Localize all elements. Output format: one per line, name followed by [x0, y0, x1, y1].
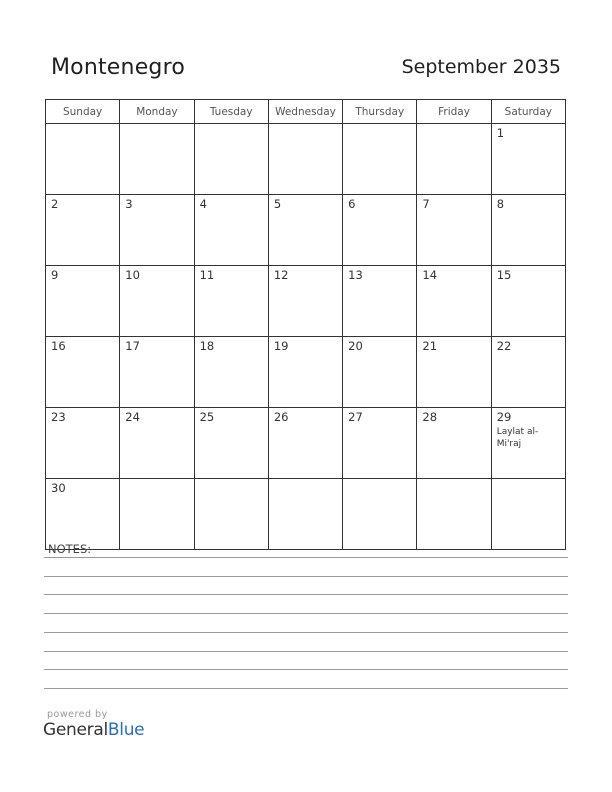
day-cell — [491, 195, 565, 266]
powered-by-text: powered by — [47, 709, 108, 720]
day-cell — [268, 195, 342, 266]
note-line — [44, 688, 568, 689]
weekday-header: Tuesday — [194, 100, 268, 124]
day-cell — [343, 124, 417, 195]
weekday-header: Wednesday — [268, 100, 342, 124]
note-line — [44, 576, 568, 577]
day-number: 21 — [422, 339, 438, 353]
month-year-title: September 2035 — [401, 56, 561, 78]
day-cell — [268, 479, 342, 550]
day-cell — [491, 408, 565, 479]
day-number: 12 — [273, 268, 289, 282]
weekday-header: Monday — [120, 100, 194, 124]
note-line — [44, 669, 568, 670]
day-cell — [491, 337, 565, 408]
note-line — [44, 651, 568, 652]
day-number: 4 — [199, 197, 207, 211]
brand-name-part2: Blue — [107, 720, 145, 740]
day-number: 30 — [51, 481, 66, 495]
day-cell — [46, 124, 120, 195]
day-number: 24 — [125, 410, 140, 424]
day-cell — [417, 337, 491, 408]
weekday-header-row — [46, 100, 566, 124]
day-number: 19 — [273, 339, 289, 353]
day-cell — [120, 266, 194, 337]
holiday-label: Laylat al-Mi'raj — [496, 427, 539, 449]
day-cell — [491, 266, 565, 337]
brand-name-part1: General — [43, 720, 108, 740]
week-row — [46, 408, 566, 479]
day-cell — [46, 408, 120, 479]
day-number: 16 — [51, 339, 66, 353]
day-cell — [120, 195, 194, 266]
note-line — [44, 594, 568, 595]
day-number: 23 — [51, 410, 66, 424]
day-cell — [417, 195, 491, 266]
day-cell — [417, 408, 491, 479]
day-cell — [417, 479, 491, 550]
day-cell — [120, 479, 194, 550]
day-number: 10 — [125, 268, 140, 282]
day-number: 20 — [348, 339, 363, 353]
day-cell — [491, 479, 565, 550]
note-line — [44, 632, 568, 633]
day-number: 15 — [496, 268, 512, 282]
day-number: 17 — [125, 339, 140, 353]
day-cell — [194, 195, 268, 266]
week-row — [46, 195, 566, 266]
day-number: 27 — [348, 410, 363, 424]
day-number: 22 — [496, 339, 512, 353]
week-row — [46, 266, 566, 337]
day-cell — [194, 479, 268, 550]
day-cell — [46, 195, 120, 266]
brand-logo — [43, 720, 144, 740]
day-number: 2 — [51, 197, 59, 211]
day-number: 6 — [348, 197, 356, 211]
day-number: 7 — [422, 197, 430, 211]
day-cell — [194, 337, 268, 408]
day-cell — [46, 266, 120, 337]
day-cell — [417, 124, 491, 195]
country-title: Montenegro — [51, 55, 186, 80]
day-cell — [46, 337, 120, 408]
day-cell — [194, 266, 268, 337]
calendar-grid — [45, 99, 566, 550]
day-number: 1 — [496, 126, 505, 140]
day-cell — [343, 266, 417, 337]
day-number: 13 — [348, 268, 363, 282]
day-number: 28 — [422, 410, 438, 424]
day-number: 9 — [51, 268, 59, 282]
day-number: 8 — [496, 197, 505, 211]
day-cell — [491, 124, 565, 195]
day-cell — [268, 124, 342, 195]
day-cell — [417, 266, 491, 337]
note-line — [44, 557, 568, 558]
day-number: 29 — [496, 410, 512, 424]
day-number: 5 — [273, 197, 282, 211]
day-cell — [343, 337, 417, 408]
week-row — [46, 124, 566, 195]
day-cell — [268, 266, 342, 337]
notes-label: NOTES: — [48, 542, 92, 556]
day-cell — [194, 408, 268, 479]
day-cell — [268, 408, 342, 479]
week-row — [46, 479, 566, 550]
day-cell — [268, 337, 342, 408]
day-cell — [120, 337, 194, 408]
weekday-header: Sunday — [46, 100, 120, 124]
day-number: 25 — [199, 410, 215, 424]
day-number: 14 — [422, 268, 438, 282]
day-cell — [120, 124, 194, 195]
day-cell — [343, 408, 417, 479]
weekday-header: Saturday — [491, 100, 565, 124]
day-cell — [343, 479, 417, 550]
day-cell — [343, 195, 417, 266]
week-row — [46, 337, 566, 408]
note-line — [44, 613, 568, 614]
day-number: 11 — [199, 268, 215, 282]
day-cell — [46, 479, 120, 550]
day-number: 26 — [273, 410, 289, 424]
day-cell — [120, 408, 194, 479]
day-number: 3 — [125, 197, 133, 211]
day-cell — [194, 124, 268, 195]
weekday-header: Friday — [417, 100, 491, 124]
weekday-header: Thursday — [343, 100, 417, 124]
day-number: 18 — [199, 339, 215, 353]
